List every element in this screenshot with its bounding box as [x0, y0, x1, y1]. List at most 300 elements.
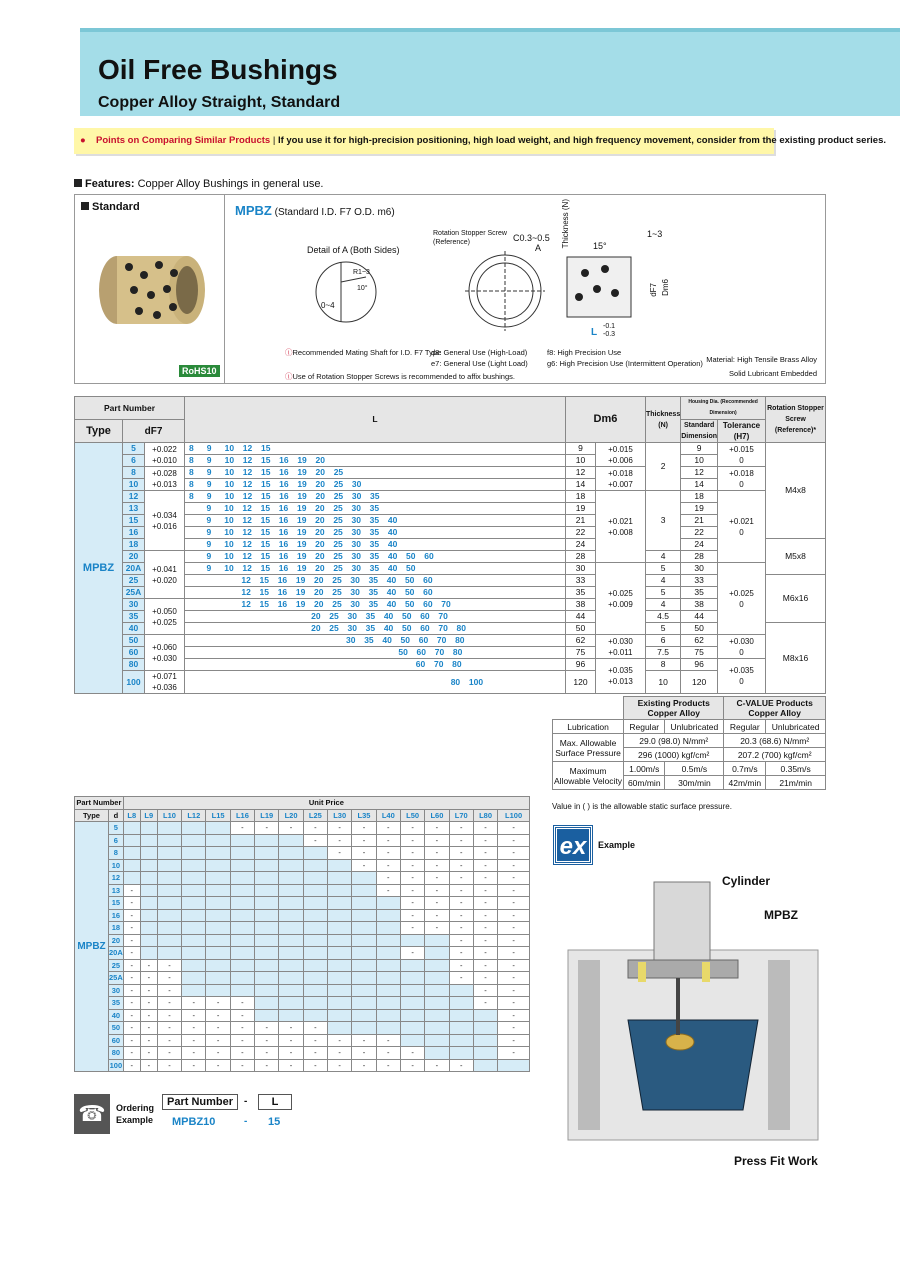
price-cell: -	[473, 822, 497, 835]
pt-d-cell: 13	[109, 884, 124, 897]
l-values: 9 10 12 15 16 19 20 25 30 35 40 50 60	[185, 551, 566, 563]
price-cell: -	[123, 984, 140, 997]
price-cell	[206, 984, 230, 997]
price-cell	[279, 947, 303, 960]
l-values: 50 60 70 80	[185, 647, 566, 659]
price-cell	[157, 947, 181, 960]
price-cell	[140, 909, 157, 922]
front-view-drawing	[465, 251, 545, 331]
price-cell: -	[123, 897, 140, 910]
price-cell	[352, 972, 376, 985]
price-cell	[279, 834, 303, 847]
housing-std-cell: 19	[681, 503, 718, 515]
price-cell: -	[157, 1059, 181, 1072]
dm6-cell: 21	[565, 515, 595, 527]
spec-row	[75, 455, 826, 467]
example-badge: ex	[554, 826, 592, 864]
th-type: Type	[75, 420, 123, 443]
price-cell	[400, 934, 424, 947]
d-cell: 20	[123, 551, 145, 563]
price-cell: -	[400, 909, 424, 922]
spec-table	[74, 396, 826, 694]
features-text: Copper Alloy Bushings in general use.	[137, 178, 324, 190]
price-cell	[328, 859, 352, 872]
price-cell: -	[123, 922, 140, 935]
price-cell: -	[140, 997, 157, 1010]
r13-label: 1~3	[647, 229, 663, 239]
price-cell	[473, 1009, 497, 1022]
price-cell	[157, 897, 181, 910]
d-cell: 12	[123, 491, 145, 503]
price-cell	[352, 909, 376, 922]
pt-d-cell: 50	[109, 1022, 124, 1035]
price-cell	[425, 959, 449, 972]
thickness-cell: 8	[645, 659, 680, 671]
price-cell	[255, 859, 279, 872]
d-cell: 13	[123, 503, 145, 515]
price-cell: -	[449, 859, 473, 872]
rohs-badge: RoHS10	[179, 365, 220, 377]
price-row	[75, 884, 530, 897]
price-cell: -	[449, 959, 473, 972]
d-cell: 35	[123, 611, 145, 623]
price-cell	[206, 872, 230, 885]
price-cell: -	[498, 947, 530, 960]
pt-d-cell: 10	[109, 859, 124, 872]
notice-text: If you use it for high-precision positioning, high load weight, and high frequency movement, consider from the existing product series.	[277, 135, 886, 146]
dm6tol-cell: +0.015 +0.006	[595, 443, 645, 467]
price-cell	[255, 934, 279, 947]
thickness-cell: 4	[645, 599, 680, 611]
price-cell: -	[498, 847, 530, 860]
price-cell	[279, 847, 303, 860]
dm6tol-cell: +0.030 +0.011	[595, 635, 645, 659]
spec-row	[75, 503, 826, 515]
price-cell: -	[498, 884, 530, 897]
price-cell	[449, 1034, 473, 1047]
price-cell: -	[400, 922, 424, 935]
price-cell	[425, 997, 449, 1010]
price-cell	[449, 1009, 473, 1022]
price-cell	[328, 997, 352, 1010]
price-cell: -	[182, 1034, 206, 1047]
price-cell: -	[279, 822, 303, 835]
cmp-v2: 0.5m/s	[665, 762, 724, 776]
ordering-l-header: L	[258, 1094, 292, 1110]
thickness-cell: 5	[645, 623, 680, 635]
housing-tol-cell: +0.018 0	[718, 467, 766, 491]
price-row	[75, 1047, 530, 1060]
thickness-cell: 5	[645, 587, 680, 599]
price-cell	[140, 847, 157, 860]
price-cell: -	[328, 847, 352, 860]
price-row	[75, 897, 530, 910]
cmp-h1: Existing Products Copper Alloy	[624, 697, 724, 720]
price-cell: -	[473, 834, 497, 847]
price-cell: -	[449, 934, 473, 947]
price-cell: -	[123, 1047, 140, 1060]
price-cell	[206, 934, 230, 947]
pt-d-cell: 8	[109, 847, 124, 860]
l-values: 8 9 10 12 15 16 19 20 25 30	[185, 479, 566, 491]
rotation-cell: M6x16	[766, 575, 826, 623]
th-dm6: Dm6	[565, 397, 645, 443]
price-cell: -	[400, 897, 424, 910]
df7-label: dF7	[649, 283, 658, 297]
features-label: Features:	[85, 178, 135, 190]
price-cell: -	[449, 884, 473, 897]
cmp-v7: 42m/min	[724, 776, 766, 790]
cmp-pressure: Max. Allowable Surface Pressure	[553, 734, 624, 762]
price-cell: -	[425, 922, 449, 935]
type-cell: MPBZ	[75, 443, 123, 694]
housing-std-cell: 96	[681, 659, 718, 671]
dm6-cell: 30	[565, 563, 595, 575]
page-subtitle: Copper Alloy Straight, Standard	[98, 94, 341, 111]
price-cell	[473, 1034, 497, 1047]
th-l: L	[185, 397, 566, 443]
price-cell: -	[123, 972, 140, 985]
price-cell	[206, 859, 230, 872]
price-cell: -	[279, 1047, 303, 1060]
pt-d-cell: 16	[109, 909, 124, 922]
price-cell	[230, 884, 254, 897]
price-cell: -	[498, 984, 530, 997]
cmp-v1: 1.00m/s	[624, 762, 665, 776]
price-cell	[303, 922, 327, 935]
spec-row	[75, 491, 826, 503]
price-cell: -	[303, 834, 327, 847]
d-cell: 100	[123, 671, 145, 694]
dm6-cell: 28	[565, 551, 595, 563]
price-cell	[376, 1009, 400, 1022]
ordering-l-value: 15	[268, 1116, 281, 1128]
price-cell: -	[473, 884, 497, 897]
price-cell	[328, 872, 352, 885]
cmp-reg-1: Regular	[624, 720, 665, 734]
price-cell	[255, 984, 279, 997]
price-cell: -	[352, 1047, 376, 1060]
pt-h-unit: Unit Price	[123, 797, 529, 810]
price-cell	[279, 972, 303, 985]
pin-icon: ●	[80, 135, 86, 146]
price-cell	[376, 947, 400, 960]
price-cell	[255, 997, 279, 1010]
price-cell	[425, 1034, 449, 1047]
price-cell: -	[376, 1047, 400, 1060]
pt-col-header: L100	[498, 809, 530, 822]
price-cell	[425, 1009, 449, 1022]
price-cell: -	[182, 1047, 206, 1060]
page-header	[80, 28, 900, 116]
housing-std-cell: 120	[681, 671, 718, 694]
price-cell: -	[140, 984, 157, 997]
stopper-text: Rotation Stopper Screw	[433, 230, 507, 237]
price-cell: -	[400, 847, 424, 860]
th-std: Standard Dimension	[681, 420, 718, 443]
price-cell: -	[140, 1022, 157, 1035]
price-cell: -	[400, 834, 424, 847]
spec-row	[75, 611, 826, 623]
pt-d-cell: 35	[109, 997, 124, 1010]
price-cell: -	[400, 1047, 424, 1060]
spec-row	[75, 635, 826, 647]
price-cell	[376, 997, 400, 1010]
price-cell	[400, 984, 424, 997]
l-values: 12 15 16 19 20 25 30 35 40 50 60	[185, 575, 566, 587]
price-cell	[425, 1047, 449, 1060]
price-cell: -	[449, 909, 473, 922]
price-row	[75, 922, 530, 935]
d8-note: d8: General Use (High-Load)	[431, 348, 528, 357]
price-cell	[352, 984, 376, 997]
l-values: 20 25 30 35 40 50 60 70 80	[185, 623, 566, 635]
th-thickness: Thickness (N)	[645, 397, 680, 443]
spec-row	[75, 659, 826, 671]
housing-std-cell: 30	[681, 563, 718, 575]
price-cell: -	[473, 847, 497, 860]
housing-std-cell: 9	[681, 443, 718, 455]
dm6-cell: 24	[565, 539, 595, 551]
price-cell	[230, 872, 254, 885]
tolerance-notes-2	[547, 347, 703, 369]
price-cell	[449, 997, 473, 1010]
price-cell: -	[473, 909, 497, 922]
pt-d-cell: 30	[109, 984, 124, 997]
price-cell	[376, 972, 400, 985]
pt-col-header: L12	[182, 809, 206, 822]
price-cell: -	[303, 1047, 327, 1060]
price-row	[75, 909, 530, 922]
pt-col-header: L25	[303, 809, 327, 822]
price-table	[74, 796, 530, 1072]
spec-row	[75, 563, 826, 575]
d-cell: 40	[123, 623, 145, 635]
pt-d-cell: 100	[109, 1060, 123, 1070]
price-cell: -	[352, 847, 376, 860]
l-values: 30 35 40 50 60 70 80	[185, 635, 566, 647]
price-cell	[303, 884, 327, 897]
price-cell: -	[157, 1009, 181, 1022]
cmp-unl-2: Unlubricated	[766, 720, 826, 734]
pt-d-cell: 15	[109, 897, 124, 910]
spec-row	[75, 623, 826, 635]
cmp-h2: C-VALUE Products Copper Alloy	[724, 697, 826, 720]
price-cell: -	[498, 859, 530, 872]
dm6tol-cell: +0.018 +0.007	[595, 467, 645, 491]
price-cell: -	[449, 822, 473, 835]
rotation-cell: M4x8	[766, 443, 826, 539]
price-cell	[303, 909, 327, 922]
housing-std-cell: 33	[681, 575, 718, 587]
price-cell: -	[376, 822, 400, 835]
l-tolerance	[603, 323, 615, 339]
pt-d-cell: 20	[109, 934, 124, 947]
pt-col-header: L9	[140, 809, 157, 822]
price-cell	[157, 909, 181, 922]
price-cell	[182, 822, 206, 835]
thickness-cell: 3	[645, 491, 680, 551]
pt-h-d: d	[109, 809, 124, 822]
price-cell: -	[206, 1047, 230, 1060]
spec-row	[75, 515, 826, 527]
price-row	[75, 972, 530, 985]
thickness-cell: 4	[645, 551, 680, 563]
cmp-lub: Lubrication	[553, 720, 624, 734]
price-cell: -	[303, 1059, 327, 1072]
price-cell: -	[157, 984, 181, 997]
price-cell	[255, 922, 279, 935]
dm6-cell: 9	[565, 443, 595, 455]
price-cell	[123, 822, 140, 835]
price-cell	[255, 884, 279, 897]
price-cell: -	[498, 1009, 530, 1022]
price-cell	[157, 859, 181, 872]
price-cell	[140, 897, 157, 910]
dm6-cell: 22	[565, 527, 595, 539]
price-cell	[376, 959, 400, 972]
shaft-text: Recommended Mating Shaft for I.D. F7 Type	[292, 348, 442, 357]
example-label: Example	[598, 840, 636, 850]
price-cell: -	[425, 897, 449, 910]
price-cell: -	[230, 1059, 254, 1072]
price-cell: -	[376, 1059, 400, 1072]
dm6-cell: 12	[565, 467, 595, 479]
housing-std-cell: 12	[681, 467, 718, 479]
thickness-cell: 6	[645, 635, 680, 647]
price-cell	[449, 1047, 473, 1060]
price-cell	[328, 934, 352, 947]
product-photo-panel	[75, 195, 225, 383]
dm6-cell: 50	[565, 623, 595, 635]
price-cell: -	[255, 1022, 279, 1035]
price-cell: -	[157, 997, 181, 1010]
price-cell	[376, 1022, 400, 1035]
price-cell	[230, 834, 254, 847]
price-cell	[255, 897, 279, 910]
price-cell: -	[352, 834, 376, 847]
price-cell: -	[255, 1034, 279, 1047]
price-cell	[473, 1022, 497, 1035]
pt-col-header: L60	[425, 809, 449, 822]
price-cell: -	[230, 1009, 254, 1022]
price-cell: -	[400, 872, 424, 885]
tolerance-notes-1	[431, 347, 528, 369]
price-cell	[279, 1009, 303, 1022]
price-cell	[449, 1022, 473, 1035]
price-cell	[157, 934, 181, 947]
price-cell	[182, 947, 206, 960]
price-cell	[230, 909, 254, 922]
price-cell: -	[473, 984, 497, 997]
compare-note: Value in ( ) is the allowable static surface pressure.	[552, 802, 732, 811]
housing-std-cell: 62	[681, 635, 718, 647]
price-cell: -	[473, 897, 497, 910]
price-cell: -	[400, 947, 424, 960]
housing-std-cell: 18	[681, 491, 718, 503]
th-housing: Housing Dia. (Recommended Dimension)	[681, 397, 766, 420]
press-fit-label: Press Fit Work	[734, 1154, 818, 1168]
price-cell	[303, 959, 327, 972]
price-cell	[376, 934, 400, 947]
price-cell	[230, 959, 254, 972]
price-cell: -	[376, 834, 400, 847]
l-values: 8 9 10 12 15 16 19 20 25	[185, 467, 566, 479]
price-cell	[140, 947, 157, 960]
ordering-part-value: MPBZ10	[172, 1116, 216, 1128]
price-cell: -	[140, 972, 157, 985]
price-cell	[206, 847, 230, 860]
price-cell	[140, 884, 157, 897]
price-cell	[376, 909, 400, 922]
price-cell: -	[449, 947, 473, 960]
price-cell: -	[157, 1047, 181, 1060]
price-cell	[352, 884, 376, 897]
price-cell: -	[123, 1022, 140, 1035]
features-line	[74, 178, 324, 190]
ltol-dn: -0.3	[603, 331, 616, 338]
price-cell	[123, 847, 140, 860]
dtol-cell: +0.041 +0.020	[145, 551, 185, 599]
price-cell	[140, 822, 157, 835]
housing-std-cell: 75	[681, 647, 718, 659]
price-cell: -	[206, 1034, 230, 1047]
angle-label: 15°	[593, 241, 607, 251]
cmp-v3: 0.7m/s	[724, 762, 766, 776]
price-cell: -	[352, 1034, 376, 1047]
price-cell	[279, 897, 303, 910]
lubricant-text: Solid Lubricant Embedded	[729, 369, 817, 378]
price-cell	[206, 959, 230, 972]
price-cell	[157, 872, 181, 885]
l-values: 8 9 10 12 15	[185, 443, 566, 455]
housing-tol-cell: +0.015 0	[718, 443, 766, 467]
l-values: 9 10 12 15 16 19 20 25 30 35 40	[185, 515, 566, 527]
reference-text: (Reference)	[433, 239, 470, 246]
price-cell: -	[230, 822, 254, 835]
l-values: 80 100	[185, 671, 566, 694]
price-cell: -	[400, 822, 424, 835]
pt-h-part: Part Number	[76, 798, 122, 808]
price-cell	[182, 922, 206, 935]
price-cell: -	[400, 1059, 424, 1072]
price-cell	[230, 984, 254, 997]
price-row	[75, 1009, 530, 1022]
cmp-unl-1: Unlubricated	[665, 720, 724, 734]
price-cell: -	[328, 834, 352, 847]
price-cell: -	[328, 822, 352, 835]
price-row	[75, 1022, 530, 1035]
cmp-p3: 296 (1000) kgf/cm²	[624, 748, 724, 762]
price-cell	[182, 872, 206, 885]
pt-d-cell: 5	[109, 822, 124, 835]
price-cell	[123, 859, 140, 872]
price-cell: -	[182, 1009, 206, 1022]
price-cell: -	[425, 859, 449, 872]
price-cell	[140, 872, 157, 885]
price-cell: -	[157, 1034, 181, 1047]
price-cell	[425, 972, 449, 985]
ordering-label: Ordering Example	[116, 1103, 155, 1125]
price-cell	[328, 909, 352, 922]
price-cell	[328, 897, 352, 910]
price-cell	[206, 972, 230, 985]
thickness-cell: 7.5	[645, 647, 680, 659]
price-cell: -	[498, 822, 530, 835]
rotation-cell: M5x8	[766, 539, 826, 575]
price-cell: -	[255, 822, 279, 835]
standard-label: Standard	[92, 201, 140, 213]
